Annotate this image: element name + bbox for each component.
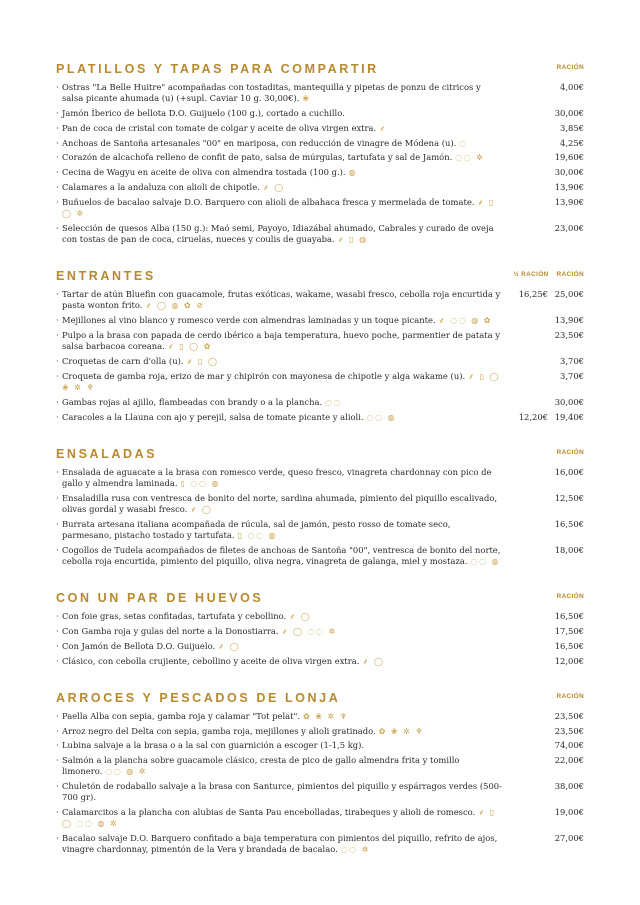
menu-item xyxy=(56,641,584,652)
dish-description xyxy=(62,807,508,829)
menu-item xyxy=(56,545,584,567)
column-headers xyxy=(513,271,584,283)
dish-description xyxy=(62,123,508,134)
portion-price: 30,00€ xyxy=(554,108,584,118)
allergen-icons: ◌◌ ✲ xyxy=(340,845,370,855)
menu-item xyxy=(56,626,584,637)
portion-price: 23,50€ xyxy=(554,725,584,736)
section-title: CON UN PAR DE HUEVOS xyxy=(56,591,264,606)
allergen-icons: ⸙ ▯ ◯ xyxy=(186,356,219,366)
allergen-icons: ⸙ ◯ xyxy=(262,182,285,192)
menu-item xyxy=(56,289,584,311)
allergen-icons: ⸙ ◯ xyxy=(190,504,213,514)
dish-description xyxy=(62,626,508,637)
allergen-icons: ▯ ◌◌ ◍ xyxy=(180,478,220,488)
dish-description xyxy=(62,611,508,622)
allergen-icons: ◌◌ ◍ xyxy=(470,556,500,566)
bullet-mark: · xyxy=(56,466,59,477)
dish-name: Chuletón de rodaballo salvaje a la brasa con Santurce, pimientos del piquillo y espárragos verdes (500-700 gr). xyxy=(62,781,502,803)
bullet-mark: · xyxy=(56,167,59,178)
menu-item xyxy=(56,711,584,722)
menu-page xyxy=(56,58,584,876)
menu-item xyxy=(56,397,584,408)
menu-item xyxy=(56,223,584,245)
bullet-mark: · xyxy=(56,833,59,844)
allergen-icons: ⸙ ◯ ◍ ✿ ⊘ xyxy=(145,301,205,311)
menu-item xyxy=(56,123,584,134)
menu-section xyxy=(56,443,584,567)
dish-name: Caracoles a la Llauna con ajo y perejil, salsa de tomate picante y alioli. xyxy=(62,411,364,422)
menu-item xyxy=(56,182,584,193)
menu-item xyxy=(56,807,584,829)
dish-description xyxy=(62,467,508,489)
allergen-icons: ▯ ◌◌ ◍ xyxy=(237,530,277,540)
dish-name: Croquetas de carn d'olla (u). xyxy=(62,355,184,366)
portion-column-label: RACIÓN xyxy=(556,593,584,601)
bullet-mark: · xyxy=(56,289,59,300)
menu-item xyxy=(56,167,584,178)
dish-description xyxy=(62,711,508,722)
dish-name: Calamares a la andaluza con alioli de chipotle. xyxy=(62,181,260,192)
dish-name: Salmón a la plancha sobre guacamole clásico, cresta de pico de gallo almendra frita y tomillo limonero. xyxy=(62,755,460,777)
dish-description xyxy=(62,781,508,803)
bullet-mark: · xyxy=(56,411,59,422)
menu-item xyxy=(56,726,584,737)
dish-description xyxy=(62,330,508,352)
dish-description xyxy=(62,412,508,423)
dish-description xyxy=(62,755,508,777)
dish-description xyxy=(62,223,508,245)
portion-price: 30,00€ xyxy=(554,396,584,407)
dish-description xyxy=(62,656,508,667)
allergen-icons: ⸙ ▯ ◯ ❀ ✲ ♆ xyxy=(62,371,501,392)
portion-price: 25,00€ xyxy=(554,289,584,300)
portion-price: 19,60€ xyxy=(554,152,584,163)
portion-price: 23,50€ xyxy=(554,710,584,721)
dish-name: Tartar de atún Bluefin con guacamole, frutas exóticas, wakame, wasabi fresco, cebolla roja encurtida y pasta wonton frito. xyxy=(62,289,501,311)
portion-price: 13,90€ xyxy=(554,315,584,326)
bullet-mark: · xyxy=(56,196,59,207)
bullet-mark: · xyxy=(56,370,59,381)
section-header xyxy=(56,265,584,283)
portion-price: 18,00€ xyxy=(554,544,584,555)
bullet-mark: · xyxy=(56,222,59,233)
menu-item xyxy=(56,740,584,751)
dish-description xyxy=(62,197,508,219)
menu-item xyxy=(56,197,584,219)
dish-name: Buñuelos de bacalao salvaje D.O. Barquero con alioli de albahaca fresca y mermelada de tomate. xyxy=(62,196,475,207)
dish-name: Burrata artesana italiana acompañada de rúcula, sal de jamón, pesto rosso de tomate seco, parmesano, pistacho tostado y tartufata. xyxy=(62,518,451,540)
portion-column-label: RACIÓN xyxy=(556,448,584,456)
allergen-icons: ✿ ❀ ✲ ♆ xyxy=(378,726,425,736)
half-portion-price: 16,25€ xyxy=(518,289,548,300)
dish-name: Con foie gras, setas confitadas, tartufata y cebollino. xyxy=(62,611,287,622)
dish-description xyxy=(62,82,508,104)
bullet-mark: · xyxy=(56,544,59,555)
section-title: ENSALADAS xyxy=(56,446,158,461)
bullet-mark: · xyxy=(56,152,59,163)
menu-item xyxy=(56,833,584,855)
bullet-mark: · xyxy=(56,710,59,721)
portion-price: 16,50€ xyxy=(554,611,584,622)
menu-item xyxy=(56,152,584,163)
portion-price: 4,00€ xyxy=(560,82,584,92)
dish-name: Arroz negro del Delta con sepia, gamba roja, mejillones y alioli gratinado. xyxy=(62,725,376,736)
portion-price: 19,40€ xyxy=(554,411,584,422)
dish-description xyxy=(62,289,508,311)
menu-section xyxy=(56,587,584,667)
dish-name: Mejillones al vino blanco y romesco verde con almendras laminadas y un toque picante. xyxy=(62,315,436,326)
portion-column-label: RACIÓN xyxy=(556,271,584,279)
dish-name: Con Gamba roja y gulas del norte a la Donostiarra. xyxy=(62,625,279,636)
portion-price: 23,00€ xyxy=(554,222,584,233)
menu-item xyxy=(56,611,584,622)
portion-price: 16,50€ xyxy=(554,518,584,529)
column-headers xyxy=(549,64,584,76)
portion-price: 16,00€ xyxy=(554,466,584,477)
dish-name: Ensalada de aguacate a la brasa con romesco verde, queso fresco, vinagreta chardonnay con pico de gallo y almendra laminada. xyxy=(62,466,492,488)
menu-item xyxy=(56,412,584,423)
menu-item xyxy=(56,493,584,515)
dish-name: Ostras "La Belle Huitre" acompañadas con tostaditas, mantequilla y pipetas de ponzu de citricos y salsa picante ahumada (u) (+supl. Caviar 10 g. 30,00€). xyxy=(62,82,481,104)
portion-price: 3,85€ xyxy=(560,122,584,133)
allergen-icons: ⸙ ◯ xyxy=(289,612,312,622)
dish-name: Cecina de Wagyu en aceite de oliva con almendra tostada (100 g.). xyxy=(62,167,346,178)
column-headers xyxy=(549,693,584,705)
menu-item xyxy=(56,519,584,541)
bullet-mark: · xyxy=(56,396,59,407)
dish-name: Con Jamón de Bellota D.O. Guijuelo. xyxy=(62,640,216,651)
bullet-mark: · xyxy=(56,181,59,192)
bullet-mark: · xyxy=(56,611,59,622)
dish-name: Croqueta de gamba roja, erizo de mar y chipirón con mayonesa de chipotle y alga wakame (u). xyxy=(62,370,466,381)
bullet-mark: · xyxy=(56,755,59,766)
dish-description xyxy=(62,493,508,515)
allergen-icons: ⸙ ▯ ◍ xyxy=(337,234,368,244)
portion-price: 16,50€ xyxy=(554,640,584,651)
portion-price: 17,50€ xyxy=(554,625,584,636)
dish-name: Clásico, con cebolla crujiente, cebollino y aceite de oliva virgen extra. xyxy=(62,655,360,666)
section-header xyxy=(56,587,584,605)
dish-name: Calamarcitos a la plancha con alubias de Santa Pau encebolladas, tirabeques y alioli de romesco. xyxy=(62,807,476,818)
portion-price: 22,00€ xyxy=(554,755,584,766)
section-title: ARROCES Y PESCADOS DE LONJA xyxy=(56,690,341,705)
dish-description xyxy=(62,356,508,367)
allergen-icons: ⸙ ▯ ◯ ✿ xyxy=(167,342,212,352)
allergen-icons: ◌◌ ✲ xyxy=(455,153,485,163)
bullet-mark: · xyxy=(56,625,59,636)
bullet-mark: · xyxy=(56,740,59,751)
dish-name: Cogollos de Tudela acompañados de filetes de anchoas de Santoña "00", ventresca de bonito del norte, cebolla roja encurtida, pimiento del piquillo, oliva negra, vinagreta de galanga, miel y mostaza. xyxy=(62,544,501,566)
allergen-icons: ⸙ ▯ ◯ ✲ xyxy=(62,197,495,218)
half-portion-price: 12,20€ xyxy=(518,411,548,422)
allergen-icons: ◌◌ ◍ ✲ xyxy=(105,767,147,777)
section-title: ENTRANTES xyxy=(56,269,156,284)
bullet-mark: · xyxy=(56,781,59,792)
portion-price: 12,50€ xyxy=(554,492,584,503)
section-title: PLATILLOS Y TAPAS PARA COMPARTIR xyxy=(56,62,379,76)
allergen-icons: ❀ xyxy=(302,94,311,104)
allergen-icons: ⸙ ▯ ◯ ◌◌ ◍ ✲ xyxy=(62,808,496,829)
bullet-mark: · xyxy=(56,355,59,366)
portion-price: 3,70€ xyxy=(560,355,584,366)
bullet-mark: · xyxy=(56,725,59,736)
portion-price: 38,00€ xyxy=(554,781,584,792)
dish-description xyxy=(62,108,508,119)
dish-description xyxy=(62,315,508,326)
dish-description xyxy=(62,138,508,149)
bullet-mark: · xyxy=(56,122,59,133)
bullet-mark: · xyxy=(56,492,59,503)
menu-item xyxy=(56,108,584,119)
bullet-mark: · xyxy=(56,137,59,148)
portion-price: 13,90€ xyxy=(554,181,584,192)
dish-name: Anchoas de Santoña artesanales "00" en mariposa, con reducción de vinagre de Módena (u). xyxy=(62,137,457,148)
dish-name: Lubina salvaje a la brasa o a la sal con guarnición a escoger (1-1,5 kg). xyxy=(62,740,365,751)
menu-item xyxy=(56,138,584,149)
allergen-icons: ✿ ❀ ✲ ♆ xyxy=(303,711,349,721)
portion-column-label: RACIÓN xyxy=(556,692,584,700)
bullet-mark: · xyxy=(56,108,59,118)
dish-description xyxy=(62,833,508,855)
dish-name: Bacalao salvaje D.O. Barquero confitado a baja temperatura con pimientos del piquillo, refrito de ajos, vinagre chardonnay, pimentón de la Vera y brandada de bacalao. xyxy=(62,833,498,855)
dish-name: Corazón de alcachofa relleno de confit de pato, salsa de múrgulas, tartufata y sal de Jamón. xyxy=(62,152,453,163)
dish-name: Ensaladilla rusa con ventresca de bonito del norte, sardina ahumada, pimiento del piquillo escalivado, olivas gordal y wasabi fresco. xyxy=(62,492,498,514)
bullet-mark: · xyxy=(56,329,59,340)
bullet-mark: · xyxy=(56,315,59,326)
menu-section xyxy=(56,687,584,856)
allergen-icons: ◌◌ ◍ xyxy=(366,412,397,422)
allergen-icons: ◌ xyxy=(459,138,468,148)
column-headers xyxy=(549,449,584,461)
allergen-icons: ◍ xyxy=(348,168,358,178)
allergen-icons: ⸙ xyxy=(379,123,387,133)
menu-item xyxy=(56,781,584,803)
dish-name: Pulpo a la brasa con papada de cerdo ibérico a baja temperatura, huevo poche, parmentier de patata y salsa barbacoa coreana. xyxy=(62,329,500,352)
dish-description xyxy=(62,740,508,751)
allergen-icons: ◌◌ xyxy=(325,397,343,407)
portion-price: 12,00€ xyxy=(554,655,584,666)
portion-price: 74,00€ xyxy=(554,740,584,751)
dish-description xyxy=(62,545,508,567)
menu-item xyxy=(56,467,584,489)
portion-price: 30,00€ xyxy=(554,167,584,178)
menu-item xyxy=(56,330,584,352)
dish-name: Gambas rojas al ajillo, flambeadas con brandy o a la plancha. xyxy=(62,396,323,407)
dish-name: Selección de quesos Alba (150 g.): Maó semi, Payoyo, Idiazábal ahumado, Cabrales y curado de oveja con tostas de pan de coca, ciruelas, nueces y coulis de guayaba. xyxy=(62,222,494,244)
allergen-icons: ⸙ ◌◌ ◍ ✿ xyxy=(438,316,492,326)
dish-description xyxy=(62,641,508,652)
allergen-icons: ⸙ ◯ xyxy=(362,656,385,666)
portion-column-label: RACIÓN xyxy=(556,64,584,71)
bullet-mark: · xyxy=(56,655,59,666)
portion-price: 19,00€ xyxy=(554,807,584,818)
menu-item xyxy=(56,82,584,104)
menu-item xyxy=(56,371,584,393)
dish-description xyxy=(62,371,508,393)
bullet-mark: · xyxy=(56,518,59,529)
dish-description xyxy=(62,397,508,408)
menu-section xyxy=(56,265,584,423)
dish-name: Paella Alba con sepia, gamba roja y calamar "Tot pelat". xyxy=(62,710,301,721)
bullet-mark: · xyxy=(56,640,59,651)
menu-item xyxy=(56,755,584,777)
portion-price: 23,50€ xyxy=(554,329,584,340)
portion-price: 3,70€ xyxy=(560,370,584,381)
dish-description xyxy=(62,182,508,193)
section-header xyxy=(56,58,584,76)
menu-item xyxy=(56,315,584,326)
menu-section xyxy=(56,58,584,245)
allergen-icons: ⸙ ◯ ◌◌ ✲ xyxy=(281,626,337,636)
portion-price: 27,00€ xyxy=(554,833,584,844)
bullet-mark: · xyxy=(56,807,59,818)
column-headers xyxy=(549,593,584,605)
section-header xyxy=(56,687,584,705)
dish-name: Pan de coca de cristal con tomate de colgar y aceite de oliva virgen extra. xyxy=(62,122,377,133)
portion-price: 4,25€ xyxy=(560,137,584,148)
menu-item xyxy=(56,656,584,667)
half-portion-column-label: ½ RACIÓN xyxy=(513,271,549,279)
dish-description xyxy=(62,726,508,737)
dish-description xyxy=(62,152,508,163)
dish-description xyxy=(62,167,508,178)
section-header xyxy=(56,443,584,461)
dish-description xyxy=(62,519,508,541)
dish-name: Jamón Íberico de bellota D.O. Guijuelo (100 g.), cortado a cuchillo. xyxy=(62,108,345,118)
allergen-icons: ⸙ ◯ xyxy=(218,641,241,651)
portion-price: 13,90€ xyxy=(554,196,584,207)
menu-item xyxy=(56,356,584,367)
bullet-mark: · xyxy=(56,82,59,92)
